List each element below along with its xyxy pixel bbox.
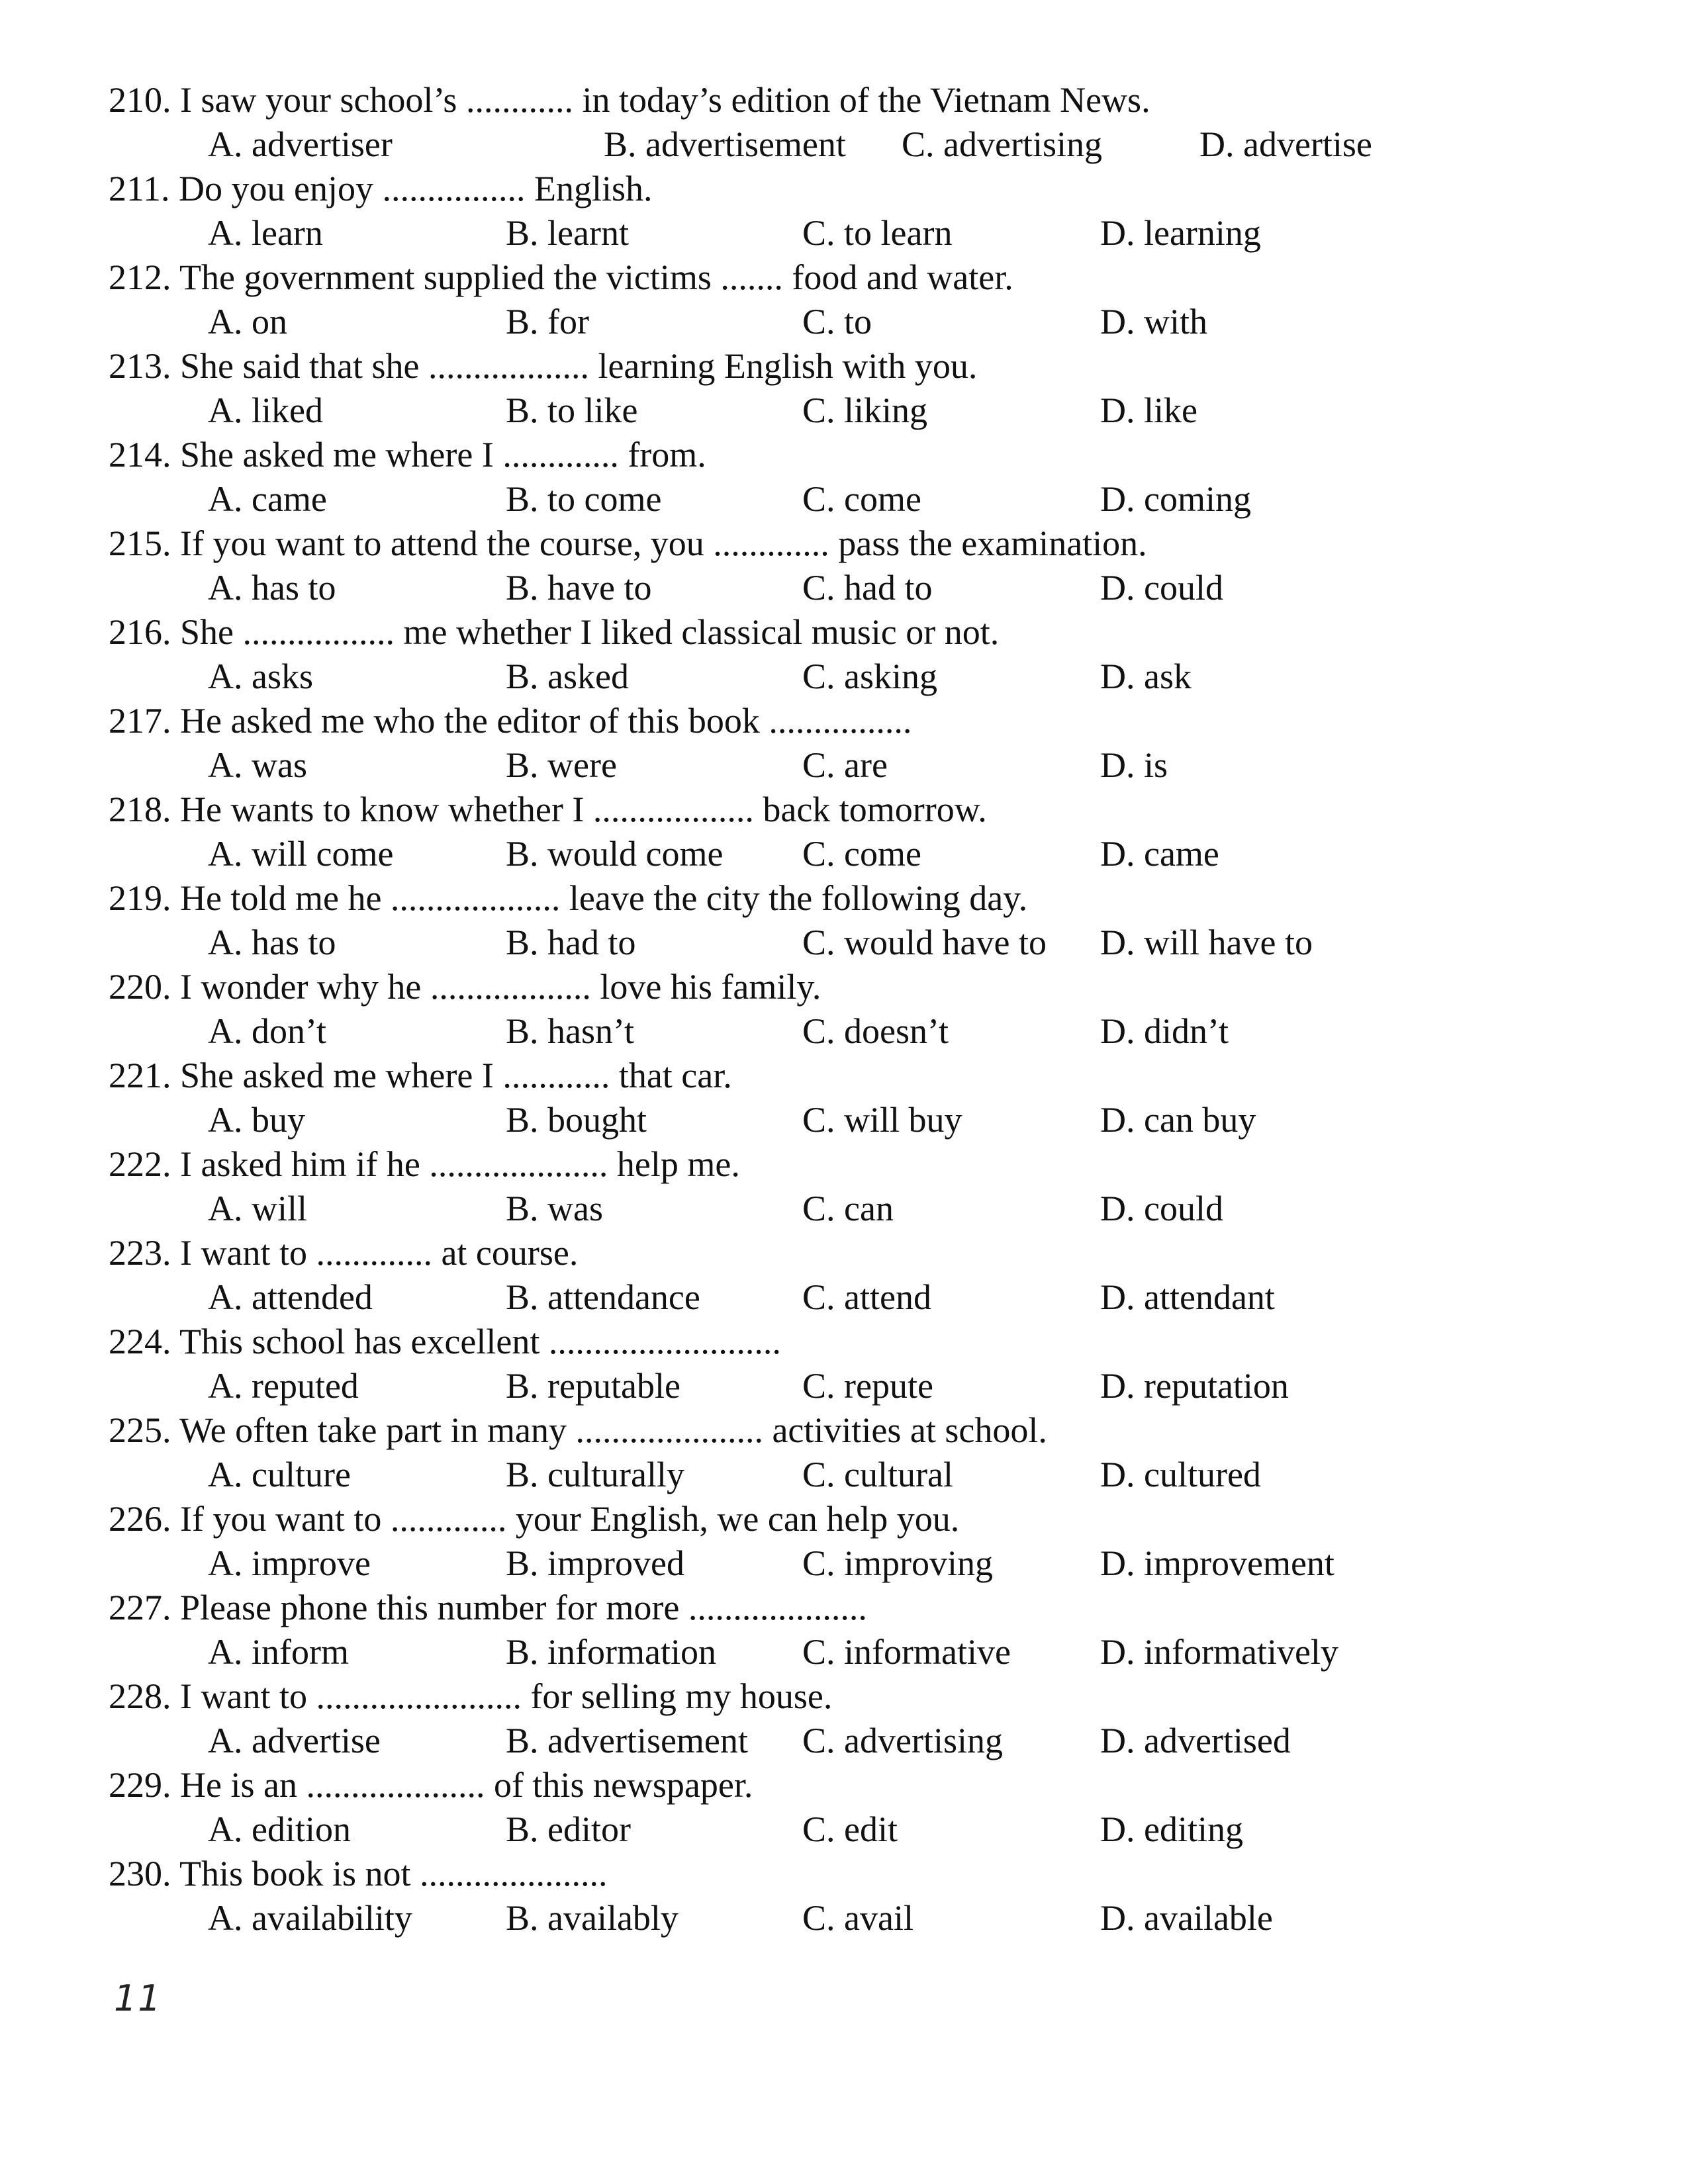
answer-options (109, 921, 1598, 965)
option-a: A. attended (208, 1277, 373, 1317)
answer-options (109, 1453, 1598, 1497)
option-c: C. liking (802, 390, 928, 430)
option-d: D. didn’t (1100, 1011, 1229, 1051)
option-d: D. is (1100, 745, 1168, 785)
option-b: B. advertisement (506, 1721, 748, 1760)
answer-options (109, 1807, 1598, 1852)
question-229 (109, 1763, 1598, 1852)
option-b: B. asked (506, 657, 629, 696)
option-a: A. edition (208, 1809, 351, 1849)
option-b: B. reputable (506, 1366, 680, 1406)
option-a: A. on (208, 302, 287, 341)
question-stem: 230. This book is not ..................... (109, 1854, 608, 1893)
question-220 (109, 965, 1598, 1054)
option-a: A. was (208, 745, 307, 785)
question-stem: 215. If you want to attend the course, you ............. pass the examination. (109, 523, 1147, 563)
option-c: C. had to (802, 568, 933, 608)
option-b: B. advertisement (604, 124, 846, 164)
option-b: B. bought (506, 1100, 647, 1140)
question-stem: 213. She said that she .................. learning English with you. (109, 346, 978, 386)
option-a: A. has to (208, 568, 336, 608)
option-d: D. reputation (1100, 1366, 1289, 1406)
option-d: D. available (1100, 1898, 1273, 1938)
answer-options (109, 1009, 1598, 1054)
question-stem: 217. He asked me who the editor of this book ................ (109, 701, 912, 741)
option-c: C. improving (802, 1543, 994, 1583)
option-a: A. came (208, 479, 327, 519)
option-a: A. will (208, 1189, 308, 1228)
option-d: D. improvement (1100, 1543, 1335, 1583)
option-a: A. inform (208, 1632, 349, 1672)
question-stem: 225. We often take part in many ..................... activities at school. (109, 1410, 1047, 1450)
option-a: A. advertiser (208, 124, 393, 164)
question-227 (109, 1586, 1598, 1674)
question-stem: 222. I asked him if he .................... help me. (109, 1144, 740, 1184)
option-d: D. with (1100, 302, 1207, 341)
option-b: B. information (506, 1632, 716, 1672)
option-a: A. availability (208, 1898, 412, 1938)
option-c: C. can (802, 1189, 894, 1228)
option-c: C. attend (802, 1277, 931, 1317)
option-d: D. ask (1100, 657, 1192, 696)
option-d: D. advertised (1100, 1721, 1291, 1760)
option-b: B. culturally (506, 1455, 684, 1494)
option-a: A. culture (208, 1455, 351, 1494)
question-stem: 223. I want to ............. at course. (109, 1233, 579, 1273)
question-218 (109, 788, 1598, 876)
option-c: C. to learn (802, 213, 953, 253)
answer-options (109, 388, 1598, 433)
option-d: D. can buy (1100, 1100, 1256, 1140)
question-221 (109, 1054, 1598, 1142)
question-stem: 221. She asked me where I ............ that car. (109, 1056, 732, 1095)
question-stem: 228. I want to ....................... for selling my house. (109, 1676, 833, 1716)
answer-options (109, 1275, 1598, 1320)
question-stem: 229. He is an .................... of this newspaper. (109, 1765, 753, 1805)
option-d: D. came (1100, 834, 1219, 874)
question-stem: 214. She asked me where I ............. from. (109, 435, 706, 475)
answer-options (109, 1896, 1598, 1940)
question-211 (109, 167, 1598, 255)
option-a: A. learn (208, 213, 323, 253)
option-a: A. will come (208, 834, 394, 874)
option-b: B. attendance (506, 1277, 700, 1317)
option-b: B. to come (506, 479, 662, 519)
option-c: C. advertising (902, 124, 1102, 164)
answer-options (109, 122, 1598, 167)
option-c: C. avail (802, 1898, 914, 1938)
option-c: C. doesn’t (802, 1011, 949, 1051)
answer-options (109, 566, 1598, 610)
option-c: C. to (802, 302, 872, 341)
option-d: D. informatively (1100, 1632, 1338, 1672)
answer-options (109, 1098, 1598, 1142)
option-c: C. informative (802, 1632, 1011, 1672)
answer-options (109, 743, 1598, 788)
option-c: C. asking (802, 657, 938, 696)
answer-options (109, 832, 1598, 876)
option-c: C. cultural (802, 1455, 953, 1494)
option-b: B. were (506, 745, 617, 785)
answer-options (109, 1541, 1598, 1586)
option-d: D. learning (1100, 213, 1261, 253)
option-d: D. coming (1100, 479, 1251, 519)
question-210 (109, 78, 1598, 167)
question-225 (109, 1408, 1598, 1497)
option-b: B. hasn’t (506, 1011, 635, 1051)
question-stem: 226. If you want to ............. your English, we can help you. (109, 1499, 960, 1539)
answer-options (109, 1187, 1598, 1231)
option-a: A. liked (208, 390, 323, 430)
question-stem: 227. Please phone this number for more .................... (109, 1588, 867, 1627)
option-d: D. attendant (1100, 1277, 1275, 1317)
option-a: A. reputed (208, 1366, 359, 1406)
option-a: A. advertise (208, 1721, 381, 1760)
question-223 (109, 1231, 1598, 1320)
option-b: B. have to (506, 568, 652, 608)
answer-options (109, 1630, 1598, 1674)
option-c: C. edit (802, 1809, 898, 1849)
option-b: B. editor (506, 1809, 631, 1849)
option-d: D. could (1100, 1189, 1223, 1228)
page-number: 11 (114, 1978, 162, 2019)
option-a: A. asks (208, 657, 313, 696)
option-d: D. advertise (1199, 124, 1372, 164)
question-stem: 219. He told me he ................... leave the city the following day. (109, 878, 1028, 918)
question-222 (109, 1142, 1598, 1231)
option-b: B. to like (506, 390, 638, 430)
question-stem: 210. I saw your school’s ............ in today’s edition of the Vietnam News. (109, 80, 1150, 120)
option-d: D. will have to (1100, 923, 1313, 962)
question-stem: 216. She ................. me whether I liked classical music or not. (109, 612, 1000, 652)
option-b: B. improved (506, 1543, 684, 1583)
question-217 (109, 699, 1598, 788)
question-216 (109, 610, 1598, 699)
option-a: A. has to (208, 923, 336, 962)
answer-options (109, 1719, 1598, 1763)
question-stem: 220. I wonder why he .................. love his family. (109, 967, 821, 1007)
question-213 (109, 344, 1598, 433)
answer-options (109, 211, 1598, 255)
answer-options (109, 300, 1598, 344)
option-d: D. editing (1100, 1809, 1243, 1849)
option-b: B. would come (506, 834, 724, 874)
option-b: B. learnt (506, 213, 629, 253)
option-c: C. advertising (802, 1721, 1003, 1760)
question-215 (109, 522, 1598, 610)
question-stem: 212. The government supplied the victims ....... food and water. (109, 257, 1013, 297)
answer-options (109, 655, 1598, 699)
option-c: C. repute (802, 1366, 933, 1406)
option-c: C. are (802, 745, 888, 785)
option-c: C. would have to (802, 923, 1047, 962)
option-d: D. like (1100, 390, 1197, 430)
question-stem: 211. Do you enjoy ................ English. (109, 169, 653, 208)
option-a: A. improve (208, 1543, 371, 1583)
option-d: D. could (1100, 568, 1223, 608)
question-stem: 224. This school has excellent .......................... (109, 1322, 781, 1361)
option-c: C. come (802, 834, 921, 874)
option-b: B. had to (506, 923, 636, 962)
question-226 (109, 1497, 1598, 1586)
option-c: C. come (802, 479, 921, 519)
answer-options (109, 1364, 1598, 1408)
question-stem: 218. He wants to know whether I .................. back tomorrow. (109, 790, 987, 829)
option-d: D. cultured (1100, 1455, 1261, 1494)
option-b: B. was (506, 1189, 603, 1228)
option-c: C. will buy (802, 1100, 962, 1140)
option-a: A. buy (208, 1100, 305, 1140)
option-a: A. don’t (208, 1011, 327, 1051)
option-b: B. availably (506, 1898, 679, 1938)
question-224 (109, 1320, 1598, 1408)
answer-options (109, 477, 1598, 522)
question-228 (109, 1674, 1598, 1763)
question-212 (109, 255, 1598, 344)
question-list (109, 78, 1598, 1940)
option-b: B. for (506, 302, 589, 341)
question-214 (109, 433, 1598, 522)
question-230 (109, 1852, 1598, 1940)
question-219 (109, 876, 1598, 965)
